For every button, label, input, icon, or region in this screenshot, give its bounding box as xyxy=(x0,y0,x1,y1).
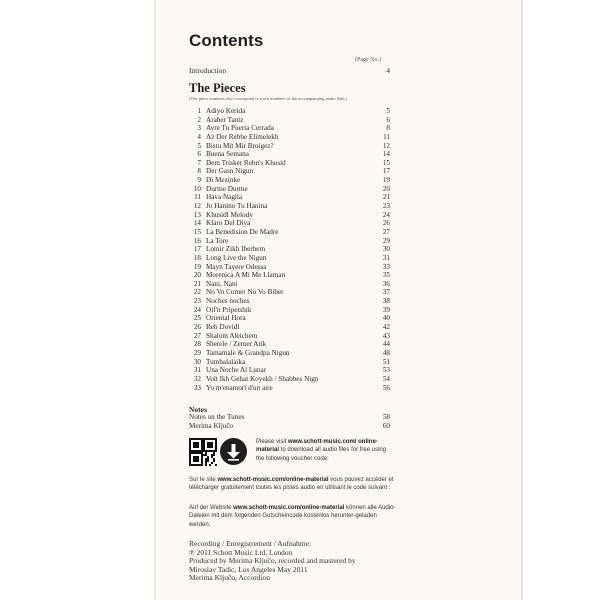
notes-page: 60 xyxy=(382,421,390,430)
piece-number: 13 xyxy=(193,210,201,219)
piece-number: 5 xyxy=(197,141,201,150)
piece-title: Tamamale & Grandpa Nigun xyxy=(206,348,290,357)
piece-title: Buena Semana xyxy=(206,150,249,159)
piece-row xyxy=(189,366,390,375)
piece-row xyxy=(189,107,390,116)
piece-number: 16 xyxy=(193,236,201,245)
piece-page: 14 xyxy=(382,150,390,159)
pieces-list xyxy=(189,107,390,392)
piece-page: 40 xyxy=(382,314,390,323)
credits-line: Merima Ključo, Accordion xyxy=(189,573,271,582)
piece-title: Klaro Del Diya xyxy=(206,219,251,228)
pieces-note: (The piece numbers also correspond to track numbers of the accompanying audio files.) xyxy=(189,96,348,101)
piece-number: 33 xyxy=(193,383,201,392)
piece-page: 30 xyxy=(382,245,390,254)
piece-number: 32 xyxy=(193,374,201,383)
piece-number: 18 xyxy=(193,253,201,262)
piece-row xyxy=(189,202,390,211)
piece-number: 21 xyxy=(193,279,201,288)
piece-row xyxy=(189,332,390,341)
online-text-en xyxy=(256,438,396,463)
piece-row xyxy=(189,116,390,125)
piece-row xyxy=(189,142,390,151)
piece-title: Noches noches xyxy=(206,297,250,306)
piece-page: 54 xyxy=(382,374,390,383)
page-no-label: (Page No.) xyxy=(355,57,381,63)
piece-title: Long Live the Nigun xyxy=(206,253,267,262)
piece-title: Araber Tantz xyxy=(206,115,244,124)
piece-title: La Benedision De Madre xyxy=(206,227,279,236)
piece-title: Hava Nagila xyxy=(206,193,243,202)
piece-page: 43 xyxy=(382,331,390,340)
piece-number: 30 xyxy=(193,357,201,366)
piece-title: La Tore xyxy=(206,236,229,245)
online-de-pre: Auf der Website xyxy=(189,505,234,511)
piece-title: Lomir Zikh Iberbetn xyxy=(206,245,266,254)
piece-row xyxy=(189,358,390,367)
online-de-post: können alle Audio-Dateien mit dem folgenden Gutscheincode kostenlos herunter-geladen werden: xyxy=(189,505,396,528)
piece-title: Shalom Aleichem xyxy=(206,331,258,340)
piece-title: Reb Dovidl xyxy=(206,323,240,332)
online-text-fr xyxy=(189,476,399,493)
piece-page: 15 xyxy=(382,158,390,167)
piece-number: 15 xyxy=(193,227,201,236)
piece-number: 14 xyxy=(193,219,201,228)
piece-number: 11 xyxy=(194,193,201,202)
piece-title: Di Mezinke xyxy=(206,176,241,185)
piece-page: 31 xyxy=(382,253,390,262)
piece-title: Oriental Hora xyxy=(206,314,246,323)
piece-page: 24 xyxy=(382,210,390,219)
piece-title: Az Der Rebbe Elimelekh xyxy=(206,132,279,141)
piece-row xyxy=(189,271,390,280)
online-fr-link: www.schott-music.com/online-material xyxy=(217,477,329,483)
piece-number: 4 xyxy=(197,132,201,141)
piece-number: 25 xyxy=(193,314,201,323)
notes-title: Merima Ključo xyxy=(189,421,234,430)
piece-page: 37 xyxy=(382,288,390,297)
piece-title: Durme Durme xyxy=(206,184,248,193)
piece-page: 5 xyxy=(386,107,390,115)
piece-page: 21 xyxy=(382,193,390,202)
piece-title: Sherele / Zemer Atik xyxy=(206,340,267,349)
online-text-de xyxy=(189,504,399,529)
credits xyxy=(189,540,399,583)
piece-row xyxy=(189,219,390,228)
piece-title: Mayn Tayere Odessa xyxy=(206,262,267,271)
piece-page: 39 xyxy=(382,305,390,314)
piece-page: 38 xyxy=(382,297,390,306)
piece-page: 26 xyxy=(382,219,390,228)
piece-title: Tumbalalaika xyxy=(206,357,246,366)
piece-number: 23 xyxy=(193,297,201,306)
piece-row xyxy=(189,340,390,349)
qr-code-icon xyxy=(189,438,217,466)
piece-page: 29 xyxy=(382,236,390,245)
piece-row xyxy=(189,133,390,142)
piece-number: 17 xyxy=(193,245,201,254)
notes-list xyxy=(189,413,390,430)
introduction-label: Introduction xyxy=(189,66,227,75)
piece-title: Volt Ikh Gehat Koyekh / Shabbes Nign xyxy=(206,374,319,383)
piece-row xyxy=(189,228,390,237)
piece-number: 28 xyxy=(193,340,201,349)
piece-row xyxy=(189,124,390,133)
piece-title: Khusidl Melody xyxy=(206,210,253,219)
piece-number: 20 xyxy=(193,271,201,280)
piece-number: 3 xyxy=(197,124,201,133)
piece-row xyxy=(189,306,390,315)
piece-page: 35 xyxy=(382,271,390,280)
credits-line: ℗ 2011 Schott Music Ltd, London xyxy=(189,547,293,557)
credits-line: Produced by Merima Ključo, recorded and mastered by xyxy=(189,556,356,565)
pieces-heading: The Pieces xyxy=(189,81,246,95)
piece-row xyxy=(189,297,390,306)
piece-number: 2 xyxy=(197,115,201,124)
piece-title: Bistu Mit Mir Broigez? xyxy=(206,141,274,150)
piece-row xyxy=(189,185,390,194)
piece-page: 11 xyxy=(383,132,390,141)
piece-title: Yo m'enamori d'un aire xyxy=(206,383,273,392)
online-en-pre: Please visit xyxy=(256,439,289,445)
online-fr-pre: Sur le site xyxy=(189,477,218,483)
piece-row xyxy=(189,323,390,332)
piece-number: 31 xyxy=(193,366,201,375)
piece-page: 19 xyxy=(382,176,390,185)
notes-page: 58 xyxy=(382,413,390,421)
piece-row xyxy=(189,384,390,393)
piece-row xyxy=(189,159,390,168)
piece-row xyxy=(189,237,390,246)
piece-title: Nani, Nani xyxy=(206,279,238,288)
notes-heading: Notes xyxy=(189,405,207,414)
online-en-post: to download all audio files for free using the following voucher code: xyxy=(256,447,387,462)
piece-page: 8 xyxy=(386,124,390,133)
credits-line: Recording / Enregistrement / Aufnahme: xyxy=(189,539,312,548)
piece-number: 12 xyxy=(193,202,201,211)
piece-row xyxy=(189,263,390,272)
piece-page: 12 xyxy=(382,141,390,150)
piece-row xyxy=(189,167,390,176)
piece-title: Avre Tu Puerta Cerrada xyxy=(206,124,274,133)
piece-number: 22 xyxy=(193,288,201,297)
piece-number: 9 xyxy=(197,176,201,185)
piece-row xyxy=(189,280,390,289)
piece-title: Jo Hanino Tu Hanina xyxy=(206,202,268,211)
piece-page: 53 xyxy=(382,366,390,375)
piece-number: 10 xyxy=(193,184,201,193)
piece-number: 19 xyxy=(193,262,201,271)
piece-row xyxy=(189,314,390,323)
piece-page: 42 xyxy=(382,323,390,332)
piece-page: 20 xyxy=(382,184,390,193)
piece-page: 48 xyxy=(382,348,390,357)
piece-number: 6 xyxy=(197,150,201,159)
piece-row xyxy=(189,150,390,159)
piece-number: 26 xyxy=(193,323,201,332)
piece-page: 23 xyxy=(382,202,390,211)
credits-line: Miroslav Tadic, Los Angeles May 2011 xyxy=(189,564,308,574)
piece-page: 33 xyxy=(382,262,390,271)
download-arrow-icon xyxy=(220,438,247,465)
piece-number: 29 xyxy=(193,348,201,357)
piece-page: 36 xyxy=(382,279,390,288)
piece-row xyxy=(189,176,390,185)
piece-title: Oif'n Pripetshik xyxy=(206,305,252,314)
piece-row xyxy=(189,245,390,254)
piece-title: Dem Trisker Rebn's Khosid xyxy=(206,158,286,167)
piece-title: Adiyo Kerida xyxy=(206,107,246,115)
piece-number: 27 xyxy=(193,331,201,340)
introduction-page: 4 xyxy=(386,66,390,75)
piece-number: 24 xyxy=(193,305,201,314)
online-en-link: www.schott-music.com/ online-material xyxy=(256,439,378,454)
piece-title: Der Gasn Nigun xyxy=(206,167,254,176)
piece-page: 51 xyxy=(382,357,390,366)
piece-title: No Vo Comer No Vo Biber xyxy=(206,288,284,297)
piece-row xyxy=(189,349,390,358)
piece-row xyxy=(189,375,390,384)
piece-page: 44 xyxy=(382,340,390,349)
piece-page: 6 xyxy=(386,115,390,124)
piece-row xyxy=(189,193,390,202)
piece-title: Una Noche Al Lunar xyxy=(206,366,267,375)
online-fr-post: vous pouvez accéder et télécharger gratuitement toutes les pistes audio en utilisant le code suivant : xyxy=(189,477,394,492)
piece-number: 7 xyxy=(197,158,201,167)
piece-page: 17 xyxy=(382,167,390,176)
piece-row xyxy=(189,288,390,297)
piece-row xyxy=(189,211,390,220)
notes-row xyxy=(189,413,390,422)
online-de-link: www.schott-music.com/online-material xyxy=(233,505,345,511)
piece-page: 56 xyxy=(382,383,390,392)
notes-title: Notes on the Tunes xyxy=(189,413,245,421)
notes-row xyxy=(189,422,390,431)
piece-number: 8 xyxy=(197,167,201,176)
piece-row xyxy=(189,254,390,263)
piece-page: 27 xyxy=(382,227,390,236)
piece-title: Morenica A Mi Me Llaman xyxy=(206,271,286,280)
page-title: Contents xyxy=(189,31,264,50)
piece-number: 1 xyxy=(197,107,201,115)
